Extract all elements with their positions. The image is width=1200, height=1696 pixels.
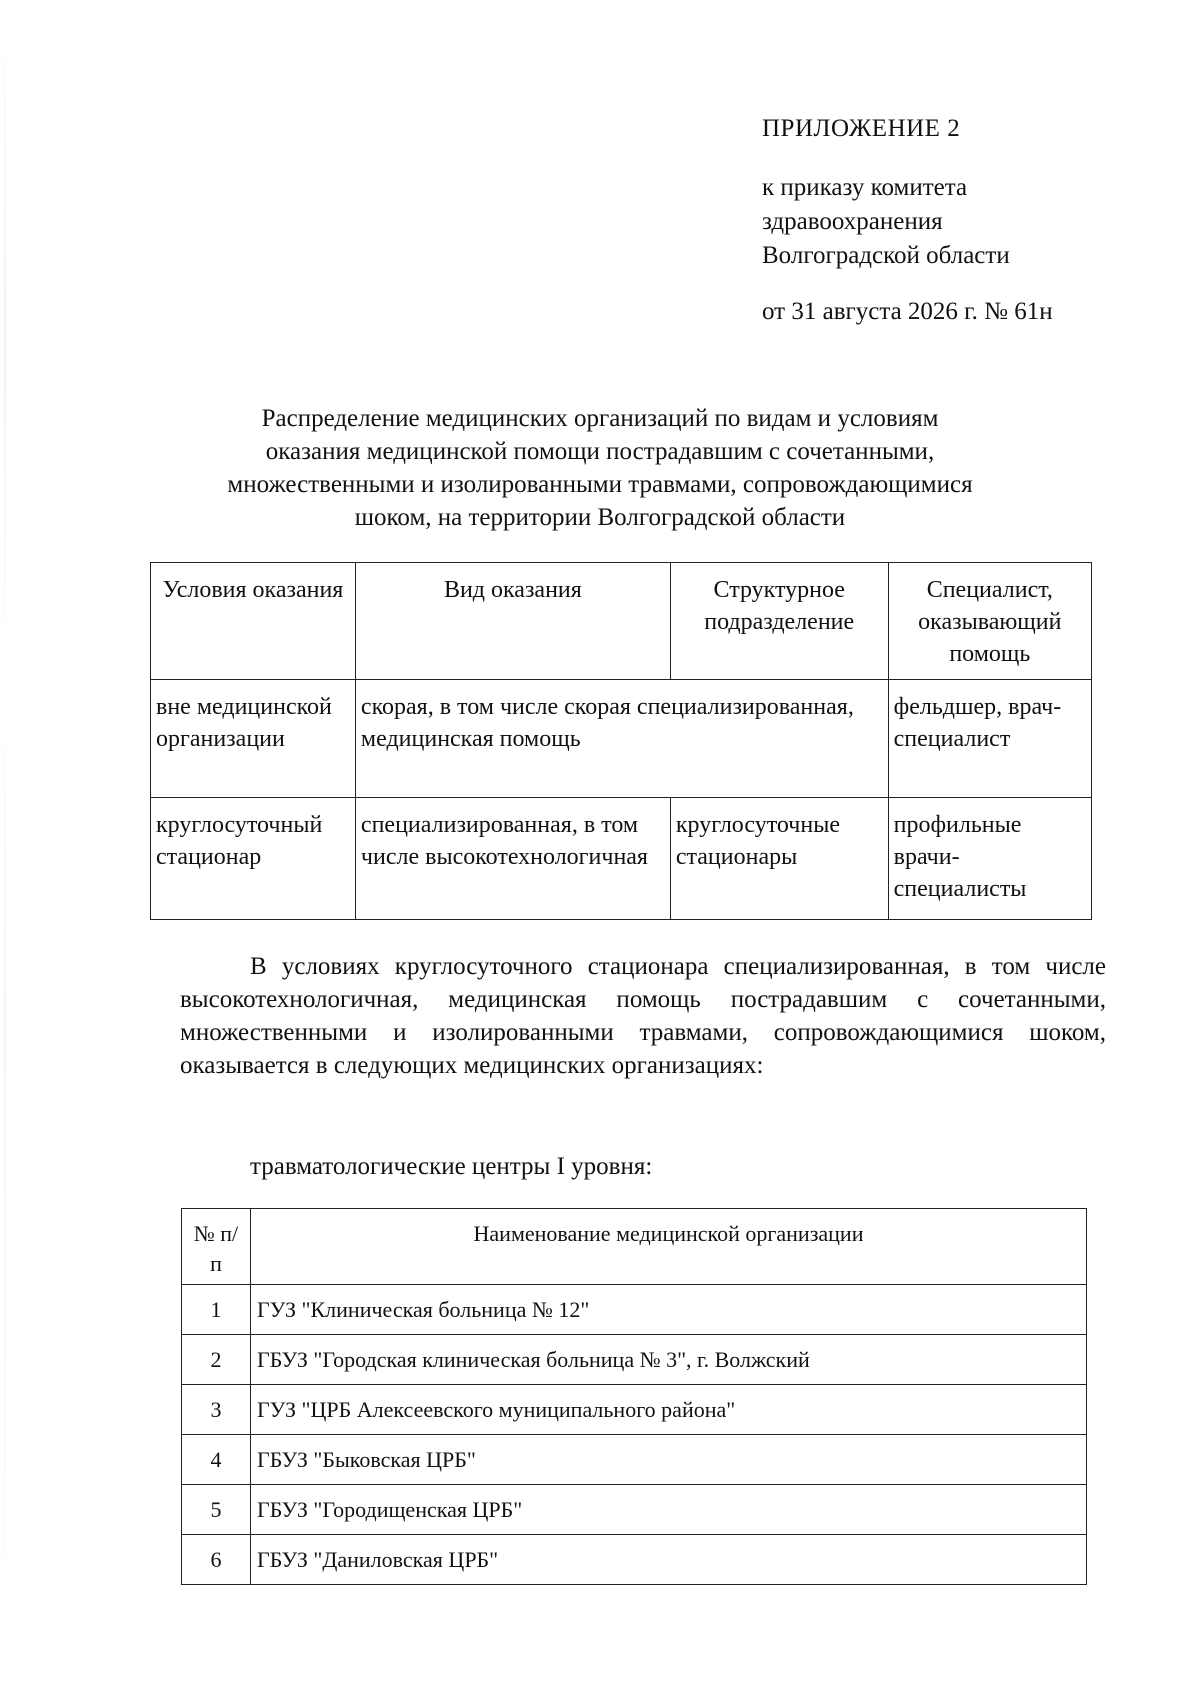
organization-name: ГБУЗ "Быковская ЦРБ" — [251, 1435, 1087, 1485]
title-line: множественными и изолированными травмами, сопровождающимися — [227, 471, 973, 498]
table-header-row — [151, 563, 1092, 680]
order-line: Волгоградской области — [762, 242, 1010, 269]
cell-conditions: круглосуточный стационар — [151, 798, 356, 920]
header-organization-name: Наименование медицинской организации — [251, 1209, 1087, 1285]
organization-name: ГУЗ "Клиническая больница № 12" — [251, 1285, 1087, 1335]
appendix-heading: ПРИЛОЖЕНИЕ 2 — [762, 115, 961, 142]
cell-specialist: профильные врачи-специалисты — [888, 798, 1091, 920]
table-row — [151, 680, 1092, 798]
body-paragraph: В условиях круглосуточного стационара специализированная, в том числе высокотехнологичная, медицинская помощь пострадавшим с сочетанными, множественными и изолированными травмами, сопровождающимися шоком, оказывается в следующих медицинских организациях: — [180, 953, 1106, 1079]
header-specialist: Специалист, оказывающий помощь — [888, 563, 1091, 680]
cell-type: специализированная, в том числе высокотехнологичная — [355, 798, 670, 920]
organization-name: ГБУЗ "Даниловская ЦРБ" — [251, 1535, 1087, 1585]
scan-edge-artifact — [4, 0, 6, 1696]
trauma-centers-table — [181, 1208, 1087, 1585]
organization-name: ГБУЗ "Городищенская ЦРБ" — [251, 1485, 1087, 1535]
table-header-row — [182, 1209, 1087, 1285]
order-date: от 31 августа 2026 г. № 61н — [762, 298, 1053, 325]
title-line: Распределение медицинских организаций по видам и условиям — [261, 405, 939, 432]
row-number: 6 — [182, 1535, 251, 1585]
order-line: здравоохранения — [762, 208, 943, 235]
row-number: 3 — [182, 1385, 251, 1435]
appendix-order-reference — [762, 171, 1053, 273]
table-row — [151, 798, 1092, 920]
organization-name: ГУЗ "ЦРБ Алексеевского муниципального района" — [251, 1385, 1087, 1435]
title-line: шоком, на территории Волгоградской области — [354, 504, 846, 531]
table-row — [182, 1435, 1087, 1485]
header-type: Вид оказания — [355, 563, 670, 680]
distribution-table — [150, 562, 1092, 920]
table-row — [182, 1335, 1087, 1385]
cell-conditions: вне медицинской организации — [151, 680, 356, 798]
row-number: 5 — [182, 1485, 251, 1535]
section-subheading: травматологические центры I уровня: — [250, 1153, 653, 1180]
document-title — [150, 402, 1050, 534]
organization-name: ГБУЗ "Городская клиническая больница № 3", г. Волжский — [251, 1335, 1087, 1385]
cell-specialist: фельдшер, врач-специалист — [888, 680, 1091, 798]
header-unit: Структурное подразделение — [670, 563, 888, 680]
row-number: 4 — [182, 1435, 251, 1485]
table-row — [182, 1485, 1087, 1535]
table-row — [182, 1385, 1087, 1435]
table-row — [182, 1535, 1087, 1585]
row-number: 1 — [182, 1285, 251, 1335]
appendix-block — [762, 112, 1053, 329]
table-row — [182, 1285, 1087, 1335]
header-number: № п/п — [182, 1209, 251, 1285]
order-line: к приказу комитета — [762, 174, 968, 201]
row-number: 2 — [182, 1335, 251, 1385]
title-line: оказания медицинской помощи пострадавшим с сочетанными, — [265, 438, 935, 465]
header-conditions: Условия оказания — [151, 563, 356, 680]
cell-unit: круглосуточные стационары — [670, 798, 888, 920]
cell-type: скорая, в том числе скорая специализированная, медицинская помощь — [355, 680, 888, 798]
